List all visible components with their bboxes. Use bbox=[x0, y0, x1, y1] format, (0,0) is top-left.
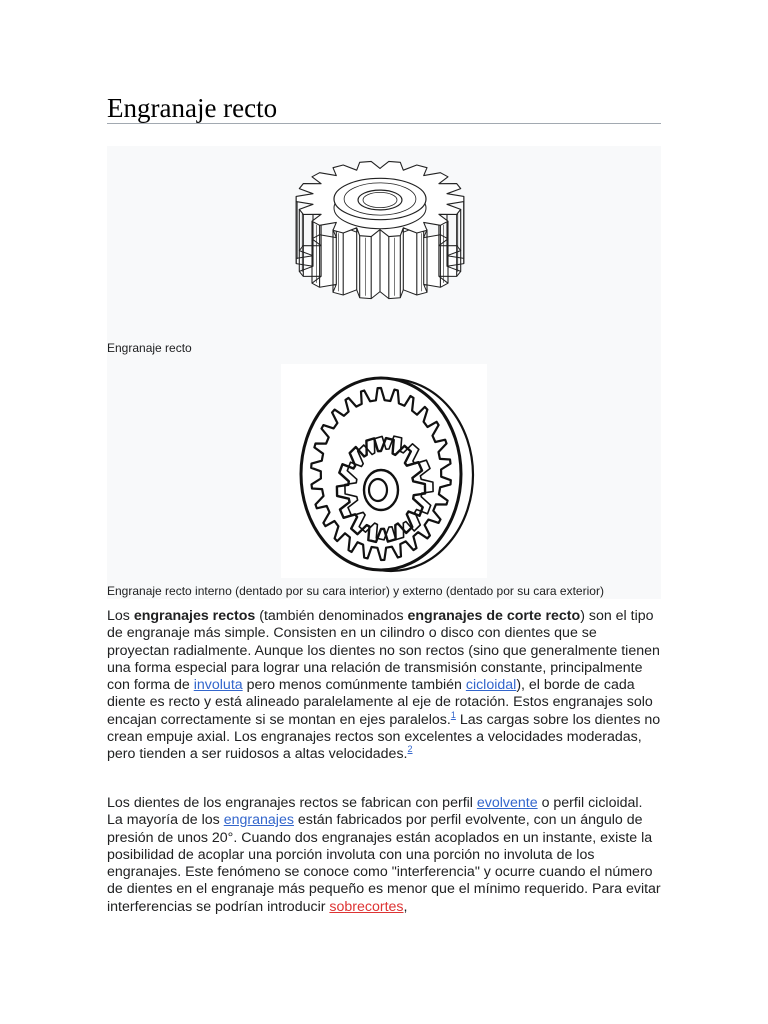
text-run: Los bbox=[107, 608, 134, 624]
paragraph-2 bbox=[107, 795, 661, 916]
reference-1-link[interactable]: 1 bbox=[450, 709, 456, 720]
text-run: Las cargas sobre los dientes no crean empuje axial. Los engranajes rectos son excelentes a velocidades moderadas, pero tienden a ser ruidosos a altas velocidades. bbox=[107, 711, 661, 763]
figure-box bbox=[107, 146, 661, 599]
text-run: Los dientes de los engranajes rectos se fabrican con perfil bbox=[107, 795, 477, 811]
bold-term-engranajes-rectos: engranajes rectos bbox=[133, 608, 256, 624]
internal-external-gear-illustration[interactable] bbox=[281, 364, 487, 578]
text-run: ) son el tipo de engranaje más simple. Consisten en un cilindro o disco con dientes que se proyectan radialmente. Aunque los dientes no son rectos (sino que generalmente tienen una forma especial para lograr una relación de transmisión constante, principalmente con forma de bbox=[107, 608, 660, 694]
link-involuta[interactable]: involuta bbox=[193, 677, 243, 694]
figure-caption-1: Engranaje recto bbox=[107, 341, 192, 355]
bold-term-engranajes-corte-recto: engranajes de corte recto bbox=[407, 608, 581, 624]
figure-caption-2: Engranaje recto interno (dentado por su cara interior) y externo (dentado por su cara exterior) bbox=[107, 584, 604, 598]
figure-image-2-frame bbox=[281, 364, 487, 578]
spur-gear-illustration[interactable] bbox=[282, 149, 478, 333]
text-run: o perfil cicloidal. La mayoría de los bbox=[107, 795, 643, 829]
text-run: , bbox=[403, 898, 408, 915]
link-engranajes[interactable]: engranajes bbox=[223, 812, 294, 829]
link-sobrecortes[interactable]: sobrecortes bbox=[329, 898, 404, 915]
text-run: (también denominados bbox=[255, 608, 408, 624]
link-evolvente[interactable]: evolvente bbox=[476, 795, 538, 811]
text-run: pero menos comúnmente también bbox=[242, 677, 466, 694]
text-run: están fabricados por perfil evolvente, con un ángulo de presión de unos 20°. Cuando dos engranajes están acoplados en un instante, existe la posibilidad de acoplar una porción involuta con una porción no involuta de los engranajes. Este fenómeno se conoce como "interferencia" y ocurre cuando el número de dientes en el engranaje más pequeño es menor que el mínimo requerido. Para evitar interferencias se podrían introducir bbox=[107, 812, 661, 915]
link-cicloidal[interactable]: cicloidal bbox=[465, 677, 517, 694]
paragraph-1 bbox=[107, 608, 661, 764]
reference-2-link[interactable]: 2 bbox=[407, 744, 413, 755]
page-title: Engranaje recto bbox=[107, 93, 278, 123]
text-run: ), el borde de cada diente es recto y está alineado paralelamente al eje de rotación. Estos engranajes solo encajan correctamente si se montan en ejes paralelos. bbox=[107, 677, 653, 728]
reference-2[interactable] bbox=[408, 744, 413, 754]
title-divider bbox=[107, 123, 661, 124]
